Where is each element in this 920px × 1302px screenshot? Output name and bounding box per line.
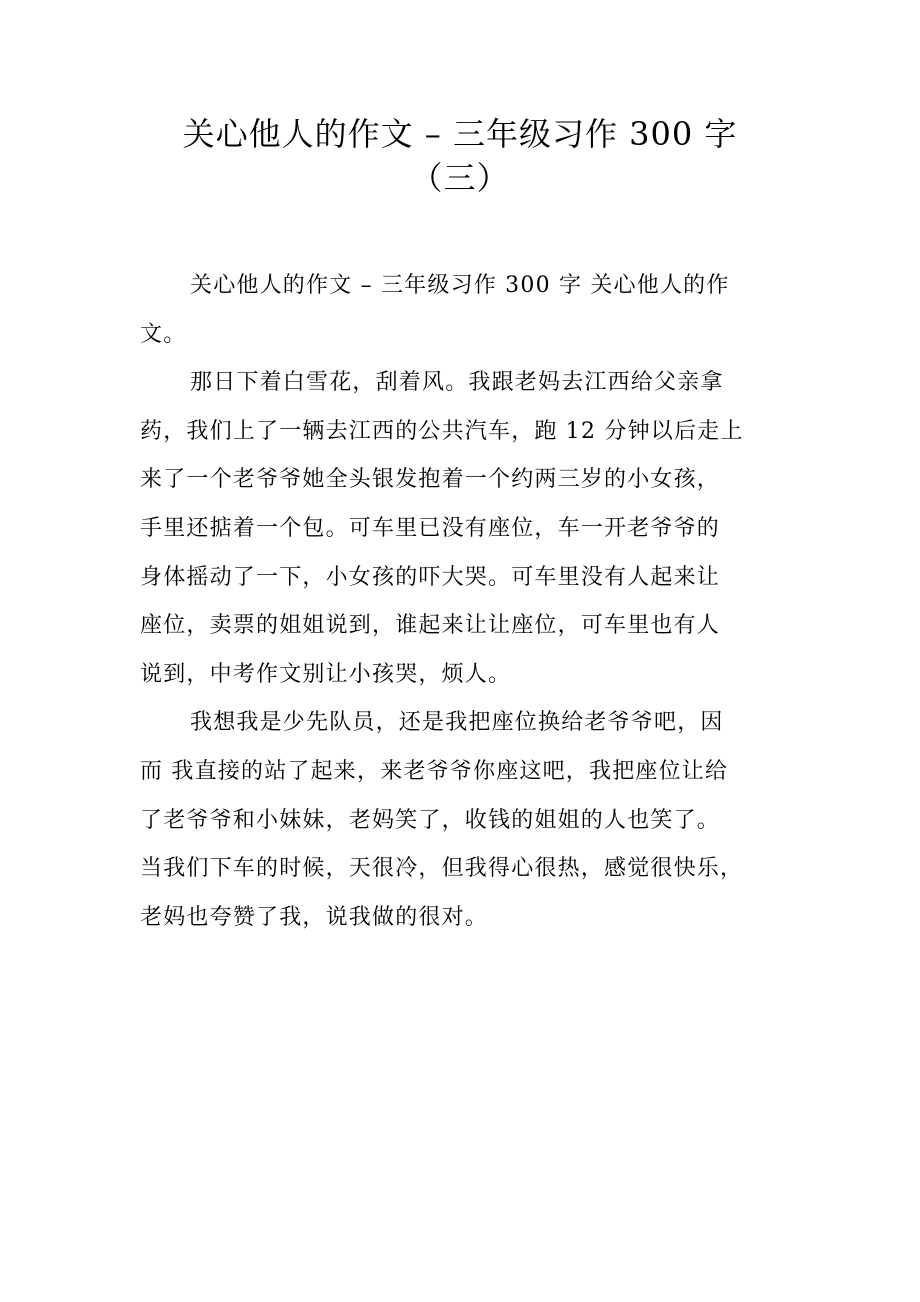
text-line: 关心他人的作文 – 三年级习作 300 字 关心他人的作	[190, 273, 730, 298]
text-line: 我想我是少先队员，还是我把座位换给老爷爷吧，因	[190, 710, 724, 736]
text-line: 那日下着白雪花，刮着风。我跟老妈去江西给父亲拿	[190, 370, 724, 396]
title-line-1: 关心他人的作文 – 三年级习作 300 字	[182, 115, 738, 153]
title-line-2: （三）	[410, 159, 510, 197]
text-line: 文。	[140, 321, 187, 347]
text-line: 身体摇动了一下，小女孩的吓大哭。可车里没有人起来让	[140, 564, 721, 590]
text-line: 而 我直接的站了起来，来老爷爷你座这吧，我把座位让给	[140, 758, 729, 784]
text-line: 了老爷爷和小妹妹，老妈笑了，收钱的姐姐的人也笑了。	[140, 807, 721, 833]
text-line: 说到，中考作文别让小孩哭，烦人。	[140, 661, 512, 687]
text-line: 老妈也夸赞了我，说我做的很对。	[140, 904, 489, 930]
text-line: 手里还掂着一个包。可车里已没有座位，车一开老爷爷的	[140, 515, 721, 541]
essay-body	[140, 262, 790, 942]
text-line: 药，我们上了一辆去江西的公共汽车，跑 12 分钟以后走上	[140, 418, 744, 444]
text-line: 当我们下车的时候，天很冷，但我得心很热，感觉很快乐，	[140, 856, 744, 882]
text-line: 来了一个老爷爷她全头银发抱着一个约两三岁的小女孩，	[140, 467, 721, 493]
document-title	[0, 112, 920, 200]
text-line: 座位，卖票的姐姐说到，谁起来让让座位，可车里也有人	[140, 613, 721, 639]
